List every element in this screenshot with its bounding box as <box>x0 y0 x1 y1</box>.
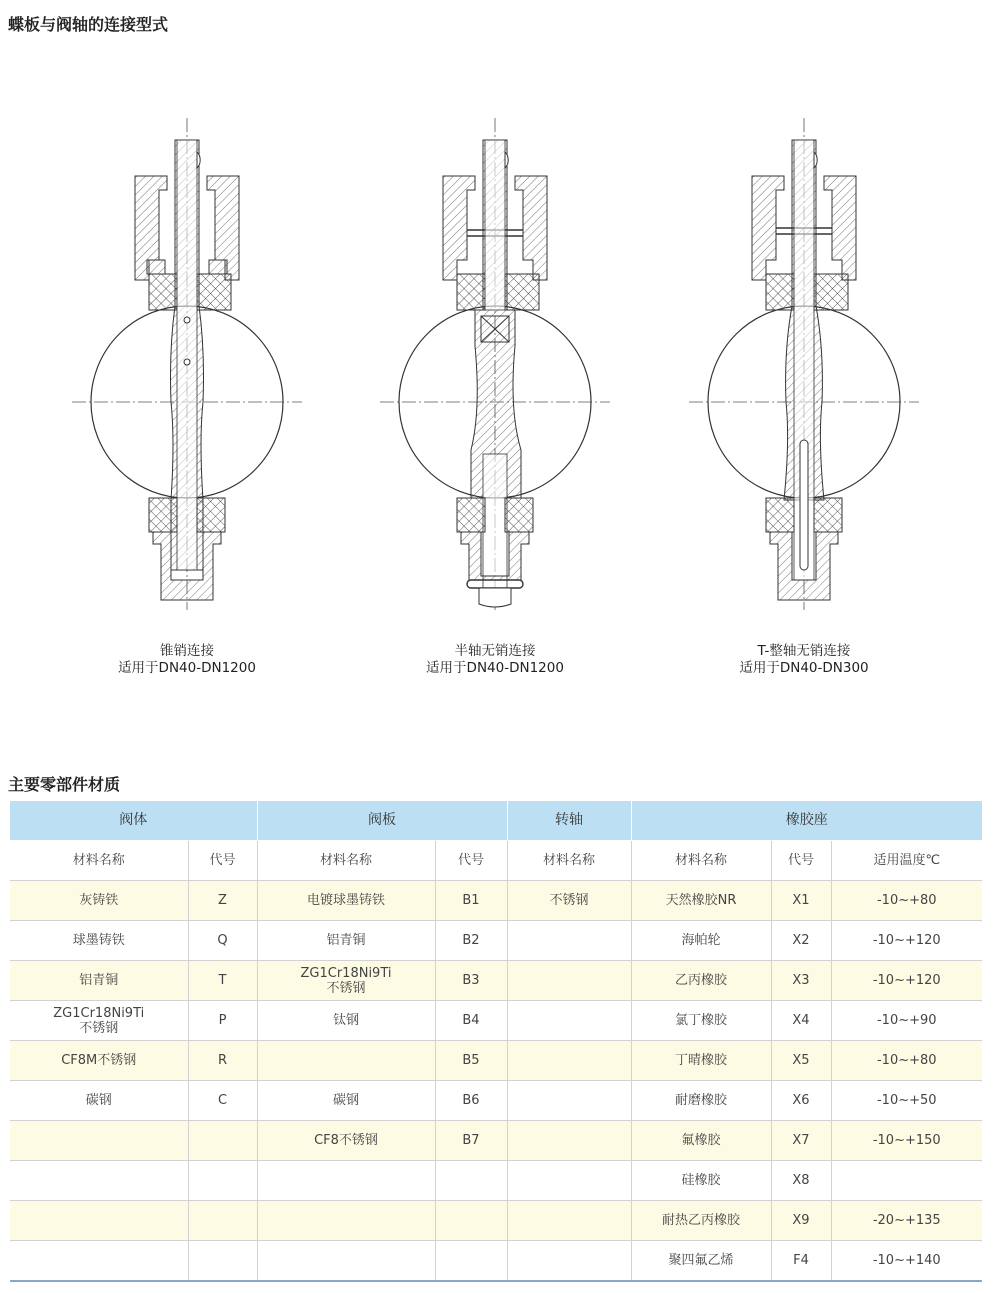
table-cell: T <box>188 961 257 1001</box>
table-cell <box>257 1201 435 1241</box>
table-cell: 碳钢 <box>257 1081 435 1121</box>
table-cell <box>831 1161 982 1201</box>
diagram-name: T-整轴无销连接 <box>757 643 851 659</box>
table-cell: X1 <box>771 881 831 921</box>
table-row <box>10 1121 982 1161</box>
table-cell: B6 <box>435 1081 507 1121</box>
table-cell <box>507 921 631 961</box>
table-cell: -10~+140 <box>831 1241 982 1282</box>
table-cell <box>507 1041 631 1081</box>
table-body <box>10 881 982 1282</box>
table-cell: B5 <box>435 1041 507 1081</box>
table-cell <box>257 1161 435 1201</box>
table-cell: 海帕轮 <box>631 921 771 961</box>
table-cell <box>188 1201 257 1241</box>
diagram-range: 适用于DN40-DN1200 <box>426 660 564 676</box>
table-cell <box>435 1201 507 1241</box>
table-cell: CF8M不锈钢 <box>10 1041 188 1081</box>
table-cell: X7 <box>771 1121 831 1161</box>
table-cell: 硅橡胶 <box>631 1161 771 1201</box>
table-cell: CF8不锈钢 <box>257 1121 435 1161</box>
table-row <box>10 1201 982 1241</box>
group-header-row <box>10 801 982 841</box>
table-row <box>10 1161 982 1201</box>
table-cell: B7 <box>435 1121 507 1161</box>
table-cell: -10~+50 <box>831 1081 982 1121</box>
materials-section-title: 主要零部件材质 <box>8 775 121 794</box>
table-cell: X5 <box>771 1041 831 1081</box>
sub-header: 代号 <box>188 841 257 881</box>
table-cell: -10~+120 <box>831 961 982 1001</box>
table-cell: X3 <box>771 961 831 1001</box>
table-row <box>10 881 982 921</box>
connection-section-title: 蝶板与阀轴的连接型式 <box>8 15 169 34</box>
sub-header: 代号 <box>435 841 507 881</box>
table-cell <box>507 1241 631 1282</box>
table-cell: 不锈钢 <box>507 881 631 921</box>
diagram-range: 适用于DN40-DN1200 <box>118 660 256 676</box>
taper-pin-diagram <box>67 110 307 620</box>
table-cell <box>507 1001 631 1041</box>
sub-header: 代号 <box>771 841 831 881</box>
materials-table <box>10 801 982 1282</box>
sub-header-row <box>10 841 982 881</box>
group-header-disc: 阀板 <box>257 801 507 841</box>
table-row <box>10 1241 982 1282</box>
table-cell: 钛钢 <box>257 1001 435 1041</box>
table-cell <box>188 1161 257 1201</box>
table-cell: B2 <box>435 921 507 961</box>
table-cell: 电镀球墨铸铁 <box>257 881 435 921</box>
table-cell: -20~+135 <box>831 1201 982 1241</box>
table-cell: X9 <box>771 1201 831 1241</box>
diagram-name: 锥销连接 <box>160 643 214 659</box>
table-cell <box>435 1161 507 1201</box>
table-cell: 氟橡胶 <box>631 1121 771 1161</box>
table-cell: F4 <box>771 1241 831 1282</box>
table-cell <box>507 1161 631 1201</box>
table-cell <box>10 1241 188 1282</box>
table-cell: X2 <box>771 921 831 961</box>
t-whole-shaft-diagram <box>684 110 924 620</box>
table-cell: 球墨铸铁 <box>10 921 188 961</box>
table-cell: 灰铸铁 <box>10 881 188 921</box>
table-row <box>10 1001 982 1041</box>
diagram-name: 半轴无销连接 <box>454 643 536 659</box>
half-shaft-diagram <box>375 110 615 620</box>
diagram-caption-2 <box>375 643 615 677</box>
group-header-body: 阀体 <box>10 801 257 841</box>
table-cell <box>257 1241 435 1282</box>
table-cell: 耐热乙丙橡胶 <box>631 1201 771 1241</box>
table-cell: -10~+150 <box>831 1121 982 1161</box>
table-cell <box>435 1241 507 1282</box>
table-cell: 丁晴橡胶 <box>631 1041 771 1081</box>
table-cell: 耐磨橡胶 <box>631 1081 771 1121</box>
sub-header: 材料名称 <box>631 841 771 881</box>
group-header-seat: 橡胶座 <box>631 801 982 841</box>
table-cell: B4 <box>435 1001 507 1041</box>
table-cell <box>257 1041 435 1081</box>
table-cell: 氯丁橡胶 <box>631 1001 771 1041</box>
table-row <box>10 921 982 961</box>
table-cell: C <box>188 1081 257 1121</box>
table-cell: 碳钢 <box>10 1081 188 1121</box>
table-cell: -10~+80 <box>831 1041 982 1081</box>
table-cell: X4 <box>771 1001 831 1041</box>
table-row <box>10 1081 982 1121</box>
table-cell: ZG1Cr18Ni9Ti 不锈钢 <box>10 1001 188 1041</box>
sub-header: 材料名称 <box>10 841 188 881</box>
table-cell <box>10 1161 188 1201</box>
table-cell: 聚四氟乙烯 <box>631 1241 771 1282</box>
table-cell: X6 <box>771 1081 831 1121</box>
table-cell <box>188 1121 257 1161</box>
table-row <box>10 961 982 1001</box>
table-cell: X8 <box>771 1161 831 1201</box>
sub-header: 材料名称 <box>257 841 435 881</box>
diagram-range: 适用于DN40-DN300 <box>739 660 869 676</box>
table-cell: 乙丙橡胶 <box>631 961 771 1001</box>
table-cell: 铝青铜 <box>10 961 188 1001</box>
table-cell: B3 <box>435 961 507 1001</box>
sub-header: 适用温度℃ <box>831 841 982 881</box>
sub-header: 材料名称 <box>507 841 631 881</box>
table-cell: -10~+120 <box>831 921 982 961</box>
group-header-shaft: 转轴 <box>507 801 631 841</box>
table-cell: ZG1Cr18Ni9Ti 不锈钢 <box>257 961 435 1001</box>
table-cell: B1 <box>435 881 507 921</box>
table-cell: -10~+80 <box>831 881 982 921</box>
table-cell <box>507 1201 631 1241</box>
table-cell: P <box>188 1001 257 1041</box>
table-row <box>10 1041 982 1081</box>
diagram-caption-3 <box>684 643 924 677</box>
table-cell <box>507 1121 631 1161</box>
table-cell: R <box>188 1041 257 1081</box>
table-cell <box>10 1121 188 1161</box>
table-cell: -10~+90 <box>831 1001 982 1041</box>
table-cell: 天然橡胶NR <box>631 881 771 921</box>
table-cell <box>10 1201 188 1241</box>
table-cell: 铝青铜 <box>257 921 435 961</box>
diagram-caption-1 <box>67 643 307 677</box>
table-cell: Q <box>188 921 257 961</box>
table-cell <box>507 961 631 1001</box>
table-cell <box>188 1241 257 1282</box>
table-cell <box>507 1081 631 1121</box>
table-cell: Z <box>188 881 257 921</box>
